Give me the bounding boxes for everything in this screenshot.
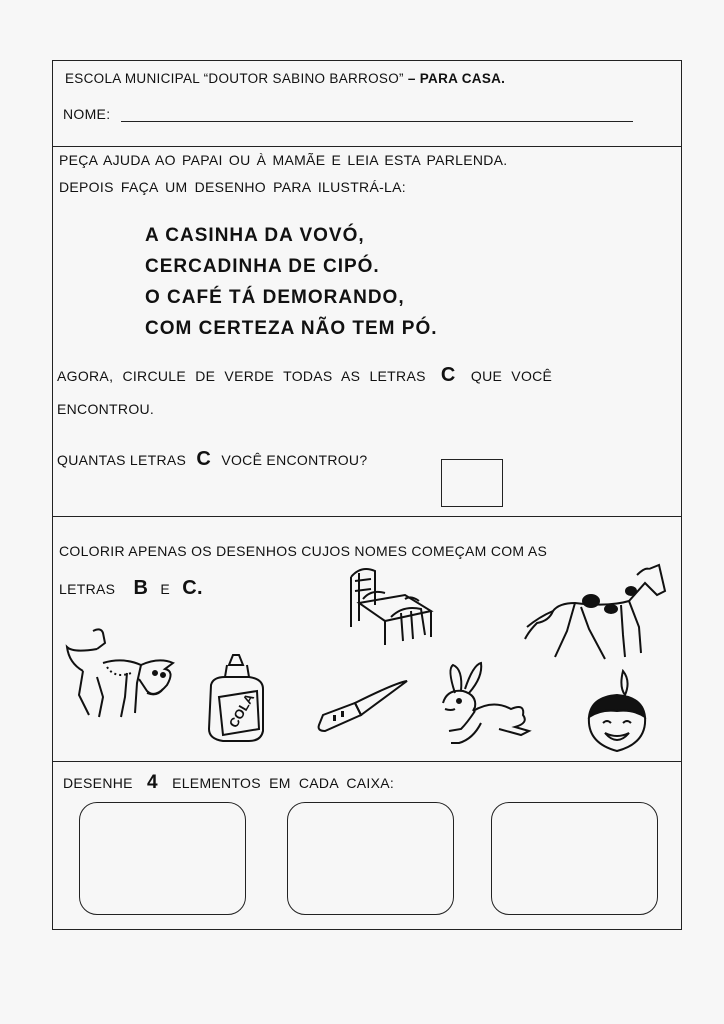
- poem-line-4: COM CERTEZA NÃO TEM PÓ.: [145, 318, 438, 339]
- instruction-line-2: DEPOIS FAÇA UM DESENHO PARA ILUSTRÁ-LA:: [59, 179, 406, 195]
- draw-number: 4: [147, 772, 158, 793]
- count-letter: C: [196, 448, 212, 470]
- ox-icon[interactable]: [63, 623, 183, 723]
- letter-b: B: [133, 577, 149, 599]
- count-text-a: QUANTAS LETRAS: [57, 452, 187, 468]
- circle-instruction: [57, 364, 552, 387]
- drawing-box-1[interactable]: [79, 802, 246, 915]
- draw-text-a: DESENHE: [63, 775, 133, 791]
- count-text-b: VOCÊ ENCONTROU?: [221, 452, 368, 468]
- circle-letter: C: [440, 364, 456, 386]
- count-question: [57, 448, 367, 471]
- circle-text-a: AGORA, CIRCULE DE VERDE TODAS AS LETRAS: [57, 368, 426, 384]
- knife-icon[interactable]: [315, 673, 411, 735]
- school-name: ESCOLA MUNICIPAL “DOUTOR SABINO BARROSO”: [65, 71, 404, 86]
- glue-icon[interactable]: [203, 651, 271, 745]
- conjunction: E: [160, 581, 171, 597]
- letter-c: C.: [182, 577, 203, 599]
- bed-icon[interactable]: [345, 561, 437, 649]
- letters-label: LETRAS: [59, 581, 116, 597]
- horse-icon[interactable]: [519, 561, 669, 671]
- color-instruction: COLORIR APENAS OS DESENHOS CUJOS NOMES COMEÇAM COM AS: [59, 543, 548, 559]
- poem-line-3: O CAFÉ TÁ DEMORANDO,: [145, 287, 405, 308]
- drawing-box-2[interactable]: [287, 802, 454, 915]
- poem-line-1: A CASINHA DA VOVÓ,: [145, 225, 365, 246]
- name-line[interactable]: [121, 121, 633, 122]
- divider: [53, 146, 681, 147]
- draw-instruction: [63, 772, 394, 794]
- indian-child-icon[interactable]: [583, 669, 651, 755]
- draw-text-b: ELEMENTOS EM CADA CAIXA:: [172, 775, 395, 791]
- worksheet: [52, 60, 682, 930]
- header-dash: –: [403, 71, 420, 86]
- answer-box[interactable]: [441, 459, 503, 507]
- instruction-line-1: PEÇA AJUDA AO PAPAI OU À MAMÃE E LEIA ESTA PARLENDA.: [59, 152, 508, 168]
- rabbit-icon[interactable]: [433, 659, 537, 751]
- name-label: NOME:: [63, 106, 111, 122]
- poem-line-2: CERCADINHA DE CIPÓ.: [145, 256, 380, 277]
- divider: [53, 516, 681, 517]
- circle-text-c: ENCONTROU.: [57, 401, 155, 417]
- divider: [53, 761, 681, 762]
- drawing-box-3[interactable]: [491, 802, 658, 915]
- circle-text-b: QUE VOCÊ: [470, 368, 553, 384]
- glue-label: COLA: [225, 690, 258, 731]
- homework-label: PARA CASA.: [419, 71, 506, 86]
- school-header: [65, 71, 505, 86]
- letters-line: [59, 577, 203, 600]
